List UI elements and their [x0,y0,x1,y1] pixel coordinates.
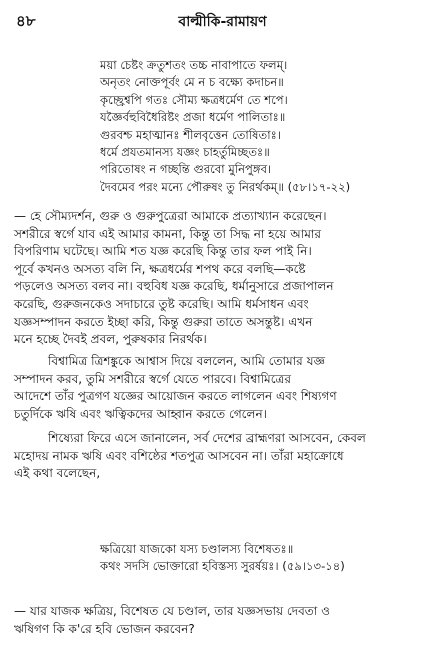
verse-line: অনৃতং নোক্তপূর্বং মে ন চ বক্ষ্যে কদাচন॥ [100,75,284,90]
bengali-translation-paragraph [14,603,434,638]
verse-line: ক্ষত্রিয়ো যাজকো যস্য চণ্ডালস্য বিশেষতঃ॥ [100,542,294,556]
text-line: আদেশে তাঁর পুত্রগণ যজ্ঞের আয়োজন করতে লাগলেন এবং শিষ্যগণ [14,389,337,404]
text-line: যজ্ঞসম্পাদন করতে ইচ্ছা করি, কিন্তু গুরুরা তাতে অসন্তুষ্ট। এখন [14,314,313,329]
text-line: পূর্বে কখনও অসত্য বলি নি, ক্ষত্রধর্মের শপথ করে বলছি—কষ্টে [14,261,306,276]
verse-line: ধর্মে প্রযতমানস্য যজ্ঞং চাহর্তুমিচ্ছতঃ॥ [100,144,270,159]
page-number: ৪৮ [16,12,36,30]
sanskrit-verse-block [100,541,435,576]
text-line: মহোদয় নামক ঋষি এবং বশিষ্ঠের শতপুত্র আসবেন না। তাঁরা মহাক্রোধে [14,448,344,463]
bengali-translation-paragraph [14,208,434,349]
narrative-paragraph [14,353,434,423]
text-line: — হে সৌম্যদর্শন, গুরু ও গুরুপুত্রেরা আমাকে প্রত্যাখ্যান করেছেন। [14,209,327,223]
text-line: মনে হচ্ছে দৈবই প্রবল, পুরুষকার নিরর্থক। [14,332,207,347]
verse-line: ময়া চেষ্টং ক্রতুশতং তচ্চ নাবাপাতে ফলম্। [100,58,288,72]
verse-line: কৃচ্ছ্রেশ্বপি গতঃ সৌম্য ক্ষত্রধর্মেণ তে শপে। [100,92,288,107]
text-line: — যার যাজক ক্ষত্রিয়, বিশেষত যে চণ্ডাল, তার যজ্ঞসভায় দেবতা ও [14,604,330,618]
verse-line: কথং সদসি ভোক্তারো হবিস্তস্য সুরর্ষয়ঃ। (৫৯।১৩-১৪) [100,559,345,574]
text-line: করেছি, গুরুজনকেও সদাচারে তুষ্ট করেছি। আমি ধর্মসাধন এবং [14,296,309,311]
text-line: চতুর্দিকে ঋষি এবং ঋত্বিকদের আহ্বান করতে গেলেন। [14,406,267,421]
verse-line: দৈবমেব পরং মন্যে পৌরুষং তু নিরর্থকম্॥ (৫৮।১৭-২২) [100,179,351,194]
running-title: বাল্মীকি-রামায়ণ [178,14,267,30]
verse-line: পরিতোষং ন গচ্ছন্তি গুরবো মুনিপুঙ্গব। [100,162,272,177]
text-line: ঋষিগণ কি ক'রে হবি ভোজন করবেন? [14,621,195,636]
text-line: সম্পাদন করব, তুমি সশরীরে স্বর্গে যেতে পারবে। বিশ্বামিত্রের [14,371,291,386]
page-header [14,10,431,30]
text-line: পড়লেও অসত্য বলব না। বহুবিধ যজ্ঞ করেছি, ধর্মানুসারে প্রজাপালন [14,279,334,294]
text-line: সশরীরে স্বর্গে যাব এই আমার কামনা, কিন্তু তা সিদ্ধ না হয়ে আমার [14,226,321,241]
text-line: বিশ্বামিত্র ত্রিশঙ্কুকে আশ্বাস দিয়ে বললেন, আমি তোমার যজ্ঞ [48,354,325,368]
narrative-paragraph [14,430,434,483]
text-line: শিষ্যেরা ফিরে এসে জানালেন, সর্ব দেশের ব্রাহ্মণরা আসবেন, কেবল [48,431,366,445]
verse-line: যজ্ঞৈর্বহুবিধৈরিষ্টং প্রজা ধর্মেণ পালিতাঃ॥ [100,110,286,125]
text-line: বিপরিণাম ঘটেছে। আমি শত যজ্ঞ করেছি কিন্তু তার ফল পাই নি। [14,244,312,259]
text-line: এই কথা বলেছেন, [14,466,101,481]
sanskrit-verse-block [100,57,435,196]
verse-line: গুরবশ্চ মহাত্মানঃ শীলবৃত্তেন তোষিতাঃ। [100,127,281,142]
